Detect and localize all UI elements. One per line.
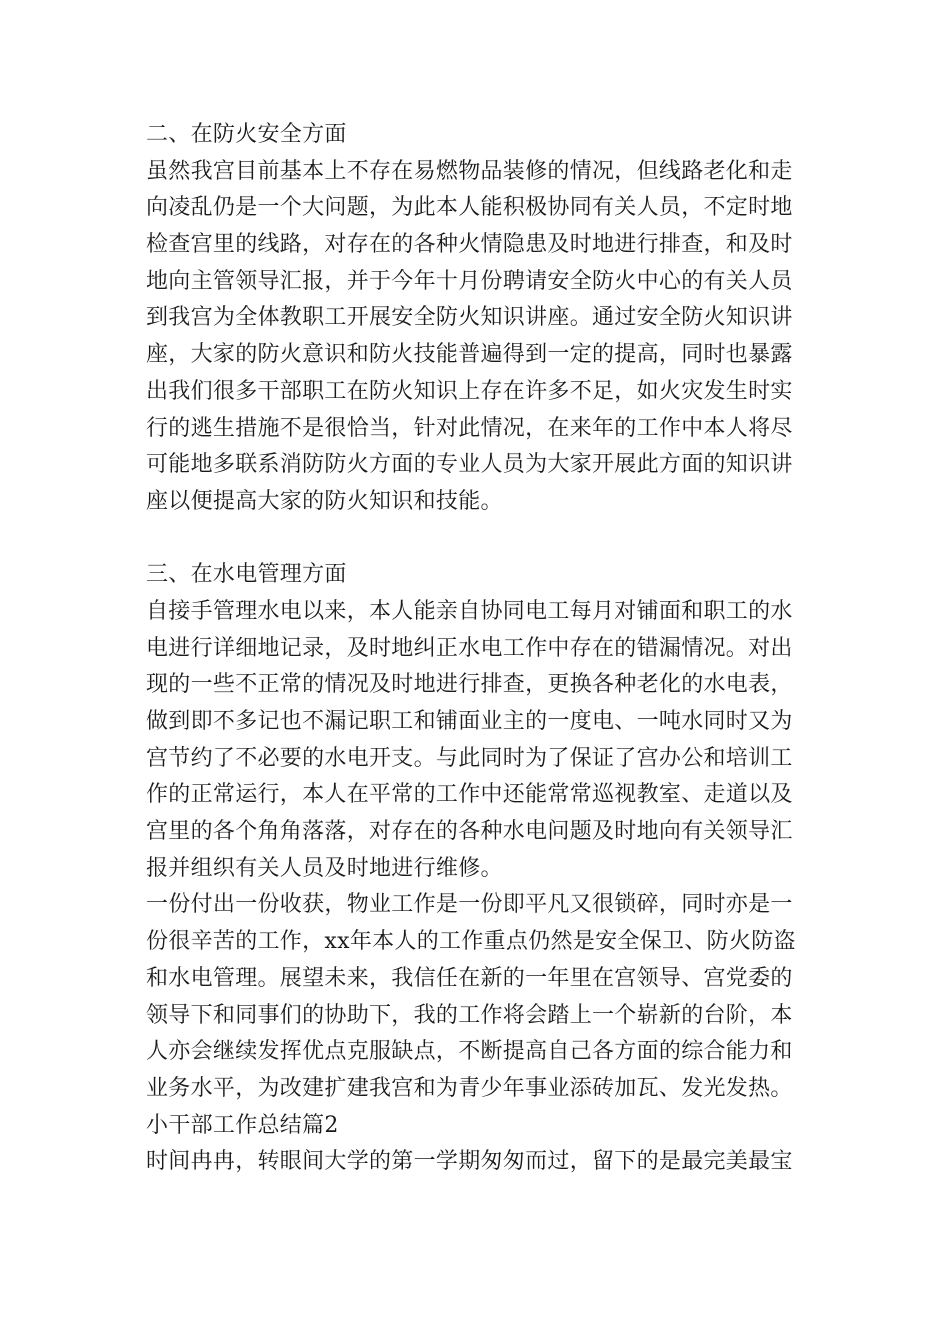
paragraph-line: 出我们很多干部职工在防火知识上存在许多不足，如火灾发生时实 [146, 378, 793, 404]
paragraph-line: 座以便提高大家的防火知识和技能。 [146, 488, 503, 514]
paragraph-line: 宫节约了不必要的水电开支。与此同时为了保证了宫办公和培训工 [146, 745, 793, 771]
paragraph-line: 虽然我宫目前基本上不存在易燃物品装修的情况，但线路老化和走 [146, 158, 793, 184]
paragraph-line: 电进行详细地记录，及时地纠正水电工作中存在的错漏情况。对出 [146, 635, 793, 661]
paragraph-line: 可能地多联系消防防火方面的专业人员为大家开展此方面的知识讲 [146, 452, 793, 478]
paragraph-line: 人亦会继续发挥优点克服缺点，不断提高自己各方面的综合能力和 [146, 1039, 793, 1065]
section-heading-summary-2: 小干部工作总结篇2 [146, 1112, 339, 1138]
section-heading-fire-safety: 二、在防火安全方面 [146, 122, 347, 147]
paragraph-line: 行的逃生措施不是很恰当，针对此情况，在来年的工作中本人将尽 [146, 415, 793, 441]
paragraph-line: 做到即不多记也不漏记职工和铺面业主的一度电、一吨水同时又为 [146, 709, 793, 734]
paragraph-line: 现的一些不正常的情况及时地进行排查，更换各种老化的水电表， [146, 672, 793, 698]
paragraph-line: 和水电管理。展望未来，我信任在新的一年里在宫领导、宫党委的 [146, 965, 793, 991]
paragraph-line: 地向主管领导汇报，并于今年十月份聘请安全防火中心的有关人员 [146, 268, 793, 294]
paragraph-line: 报并组织有关人员及时地进行维修。 [146, 855, 503, 881]
paragraph-line: 自接手管理水电以来，本人能亲自协同电工每月对铺面和职工的水 [146, 598, 793, 624]
paragraph-line: 份很辛苦的工作，xx年本人的工作重点仍然是安全保卫、防火防盗 [146, 929, 796, 955]
paragraph-line: 时间冉冉，转眼间大学的第一学期匆匆而过，留下的是最完美最宝 [146, 1149, 793, 1175]
blank-line [146, 521, 808, 558]
paragraph-line: 作的正常运行，本人在平常的工作中还能常常巡视教室、走道以及 [146, 782, 793, 808]
paragraph-line: 宫里的各个角角落落，对存在的各种水电问题及时地向有关领导汇 [146, 819, 793, 845]
document-page [146, 117, 808, 1181]
section-heading-water-electricity: 三、在水电管理方面 [146, 562, 347, 588]
paragraph-line: 业务水平，为改建扩建我宫和为青少年事业添砖加瓦、发光发热。 [146, 1075, 793, 1101]
paragraph-line: 一份付出一份收获，物业工作是一份即平凡又很锁碎，同时亦是一 [146, 892, 793, 918]
paragraph-line: 向凌乱仍是一个大问题，为此本人能积极协同有关人员，不定时地 [146, 195, 793, 221]
paragraph-line: 检查宫里的线路，对存在的各种火情隐患及时地进行排查，和及时 [146, 232, 793, 258]
paragraph-line: 领导下和同事们的协助下，我的工作将会踏上一个崭新的台阶，本 [146, 1002, 793, 1028]
paragraph-line: 座，大家的防火意识和防火技能普遍得到一定的提高，同时也暴露 [146, 342, 793, 368]
paragraph-line: 到我宫为全体教职工开展安全防火知识讲座。通过安全防火知识讲 [146, 305, 793, 331]
